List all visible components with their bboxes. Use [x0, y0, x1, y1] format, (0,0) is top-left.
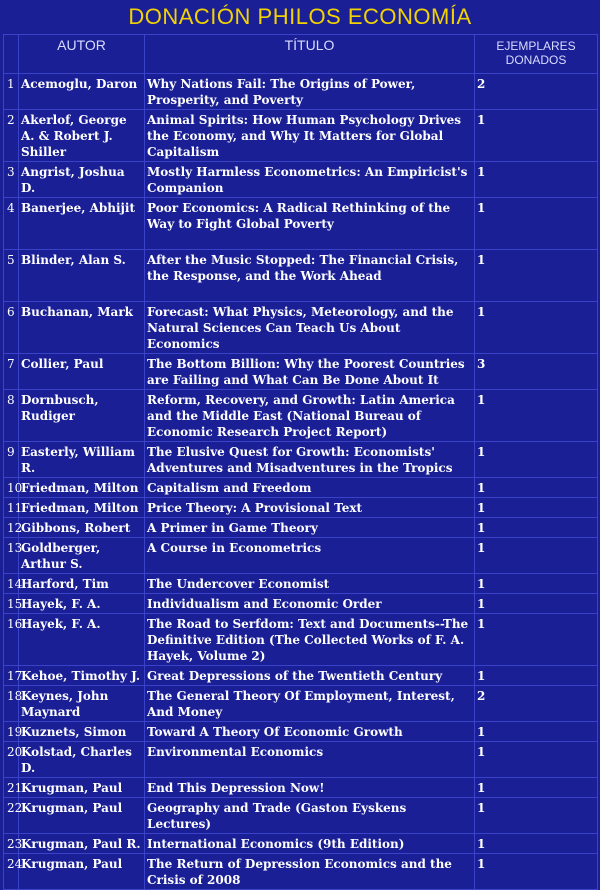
row-titulo: International Economics (9th Edition)	[145, 834, 475, 854]
table-row	[4, 594, 598, 614]
row-ejemplares: 1	[475, 250, 598, 302]
row-titulo: The Undercover Economist	[145, 574, 475, 594]
table-row	[4, 354, 598, 390]
row-ejemplares: 1	[475, 538, 598, 574]
row-ejemplares: 1	[475, 722, 598, 742]
row-number: 9	[4, 442, 19, 478]
row-ejemplares: 1	[475, 162, 598, 198]
row-ejemplares: 1	[475, 666, 598, 686]
table-row	[4, 778, 598, 798]
row-ejemplares: 1	[475, 110, 598, 162]
row-autor: Buchanan, Mark	[19, 302, 145, 354]
row-number: 21	[4, 778, 19, 798]
row-autor: Kehoe, Timothy J.	[19, 666, 145, 686]
row-titulo: A Primer in Game Theory	[145, 518, 475, 538]
row-ejemplares: 1	[475, 778, 598, 798]
row-titulo: Toward A Theory Of Economic Growth	[145, 722, 475, 742]
table-row	[4, 798, 598, 834]
row-ejemplares: 2	[475, 686, 598, 722]
row-ejemplares: 2	[475, 74, 598, 110]
table-row	[4, 110, 598, 162]
row-ejemplares: 1	[475, 478, 598, 498]
row-number: 8	[4, 390, 19, 442]
row-titulo: Mostly Harmless Econometrics: An Empiricist's Companion	[145, 162, 475, 198]
row-titulo: Price Theory: A Provisional Text	[145, 498, 475, 518]
row-titulo: Geography and Trade (Gaston Eyskens Lectures)	[145, 798, 475, 834]
row-number: 7	[4, 354, 19, 390]
row-autor: Krugman, Paul	[19, 798, 145, 834]
row-ejemplares: 1	[475, 798, 598, 834]
row-autor: Kolstad, Charles D.	[19, 742, 145, 778]
table-row	[4, 742, 598, 778]
row-autor: Gibbons, Robert	[19, 518, 145, 538]
table-row	[4, 390, 598, 442]
row-ejemplares: 1	[475, 518, 598, 538]
row-ejemplares: 1	[475, 390, 598, 442]
table-row	[4, 478, 598, 498]
row-number: 4	[4, 198, 19, 250]
row-autor: Kuznets, Simon	[19, 722, 145, 742]
header-autor: AUTOR	[19, 35, 145, 74]
header-ejemplares	[475, 35, 598, 74]
row-ejemplares: 1	[475, 834, 598, 854]
row-number: 16	[4, 614, 19, 666]
row-titulo: After the Music Stopped: The Financial Crisis, the Response, and the Work Ahead	[145, 250, 475, 302]
row-ejemplares: 1	[475, 614, 598, 666]
row-number: 19	[4, 722, 19, 742]
row-number: 13	[4, 538, 19, 574]
table-row	[4, 518, 598, 538]
row-autor: Krugman, Paul	[19, 854, 145, 890]
row-number: 23	[4, 834, 19, 854]
row-number: 11	[4, 498, 19, 518]
header-ejemplares-line2: DONADOS	[505, 53, 567, 67]
header-ejemplares-line1: EJEMPLARES	[496, 39, 576, 53]
row-autor: Acemoglu, Daron	[19, 74, 145, 110]
row-autor: Harford, Tim	[19, 574, 145, 594]
table-row	[4, 834, 598, 854]
row-titulo: A Course in Econometrics	[145, 538, 475, 574]
row-number: 6	[4, 302, 19, 354]
row-titulo: Forecast: What Physics, Meteorology, and the Natural Sciences Can Teach Us About Economics	[145, 302, 475, 354]
row-number: 14	[4, 574, 19, 594]
row-titulo: Individualism and Economic Order	[145, 594, 475, 614]
table-row	[4, 538, 598, 574]
row-autor: Collier, Paul	[19, 354, 145, 390]
row-autor: Hayek, F. A.	[19, 614, 145, 666]
table-row	[4, 614, 598, 666]
header-titulo: TÍTULO	[145, 35, 475, 74]
row-autor: Blinder, Alan S.	[19, 250, 145, 302]
row-number: 18	[4, 686, 19, 722]
table-row	[4, 666, 598, 686]
row-titulo: End This Depression Now!	[145, 778, 475, 798]
row-number: 1	[4, 74, 19, 110]
row-ejemplares: 1	[475, 594, 598, 614]
table-row	[4, 250, 598, 302]
row-autor: Keynes, John Maynard	[19, 686, 145, 722]
table-row	[4, 498, 598, 518]
row-number: 22	[4, 798, 19, 834]
row-ejemplares: 1	[475, 742, 598, 778]
row-titulo: Animal Spirits: How Human Psychology Drives the Economy, and Why It Matters for Global Capitalism	[145, 110, 475, 162]
row-autor: Dornbusch, Rudiger	[19, 390, 145, 442]
row-titulo: The Road to Serfdom: Text and Documents--The Definitive Edition (The Collected Works of F. A. Hayek, Volume 2)	[145, 614, 475, 666]
row-ejemplares: 1	[475, 442, 598, 478]
table-row	[4, 442, 598, 478]
table-row	[4, 574, 598, 594]
table-header-row	[4, 35, 598, 74]
row-number: 12	[4, 518, 19, 538]
page-title: DONACIÓN PHILOS ECONOMÍA	[128, 4, 472, 29]
row-titulo: Why Nations Fail: The Origins of Power, Prosperity, and Poverty	[145, 74, 475, 110]
row-ejemplares: 1	[475, 198, 598, 250]
table-row	[4, 74, 598, 110]
row-ejemplares: 1	[475, 854, 598, 890]
row-titulo: Reform, Recovery, and Growth: Latin America and the Middle East (National Bureau of Economic Research Project Report)	[145, 390, 475, 442]
row-titulo: Capitalism and Freedom	[145, 478, 475, 498]
row-autor: Krugman, Paul R.	[19, 834, 145, 854]
row-autor: Friedman, Milton	[19, 478, 145, 498]
row-titulo: Great Depressions of the Twentieth Century	[145, 666, 475, 686]
row-titulo: The Return of Depression Economics and the Crisis of 2008	[145, 854, 475, 890]
row-number: 24	[4, 854, 19, 890]
table-row	[4, 302, 598, 354]
row-ejemplares: 1	[475, 498, 598, 518]
table-row	[4, 854, 598, 890]
row-ejemplares: 3	[475, 354, 598, 390]
row-autor: Goldberger, Arthur S.	[19, 538, 145, 574]
row-autor: Akerlof, George A. & Robert J. Shiller	[19, 110, 145, 162]
row-titulo: Poor Economics: A Radical Rethinking of the Way to Fight Global Poverty	[145, 198, 475, 250]
row-titulo: The Bottom Billion: Why the Poorest Countries are Failing and What Can Be Done About It	[145, 354, 475, 390]
row-number: 17	[4, 666, 19, 686]
row-number: 10	[4, 478, 19, 498]
row-ejemplares: 1	[475, 574, 598, 594]
header-number	[4, 35, 19, 74]
table-row	[4, 162, 598, 198]
row-autor: Banerjee, Abhijit	[19, 198, 145, 250]
row-number: 20	[4, 742, 19, 778]
row-autor: Easterly, William R.	[19, 442, 145, 478]
row-titulo: Environmental Economics	[145, 742, 475, 778]
table-row	[4, 722, 598, 742]
row-autor: Friedman, Milton	[19, 498, 145, 518]
row-number: 2	[4, 110, 19, 162]
row-ejemplares: 1	[475, 302, 598, 354]
row-titulo: The Elusive Quest for Growth: Economists' Adventures and Misadventures in the Tropics	[145, 442, 475, 478]
row-autor: Krugman, Paul	[19, 778, 145, 798]
row-number: 3	[4, 162, 19, 198]
donation-table	[3, 34, 598, 890]
table-row	[4, 686, 598, 722]
row-autor: Angrist, Joshua D.	[19, 162, 145, 198]
row-number: 15	[4, 594, 19, 614]
row-titulo: The General Theory Of Employment, Interest, And Money	[145, 686, 475, 722]
row-autor: Hayek, F. A.	[19, 594, 145, 614]
table-row	[4, 198, 598, 250]
table-body	[4, 74, 598, 890]
row-number: 5	[4, 250, 19, 302]
